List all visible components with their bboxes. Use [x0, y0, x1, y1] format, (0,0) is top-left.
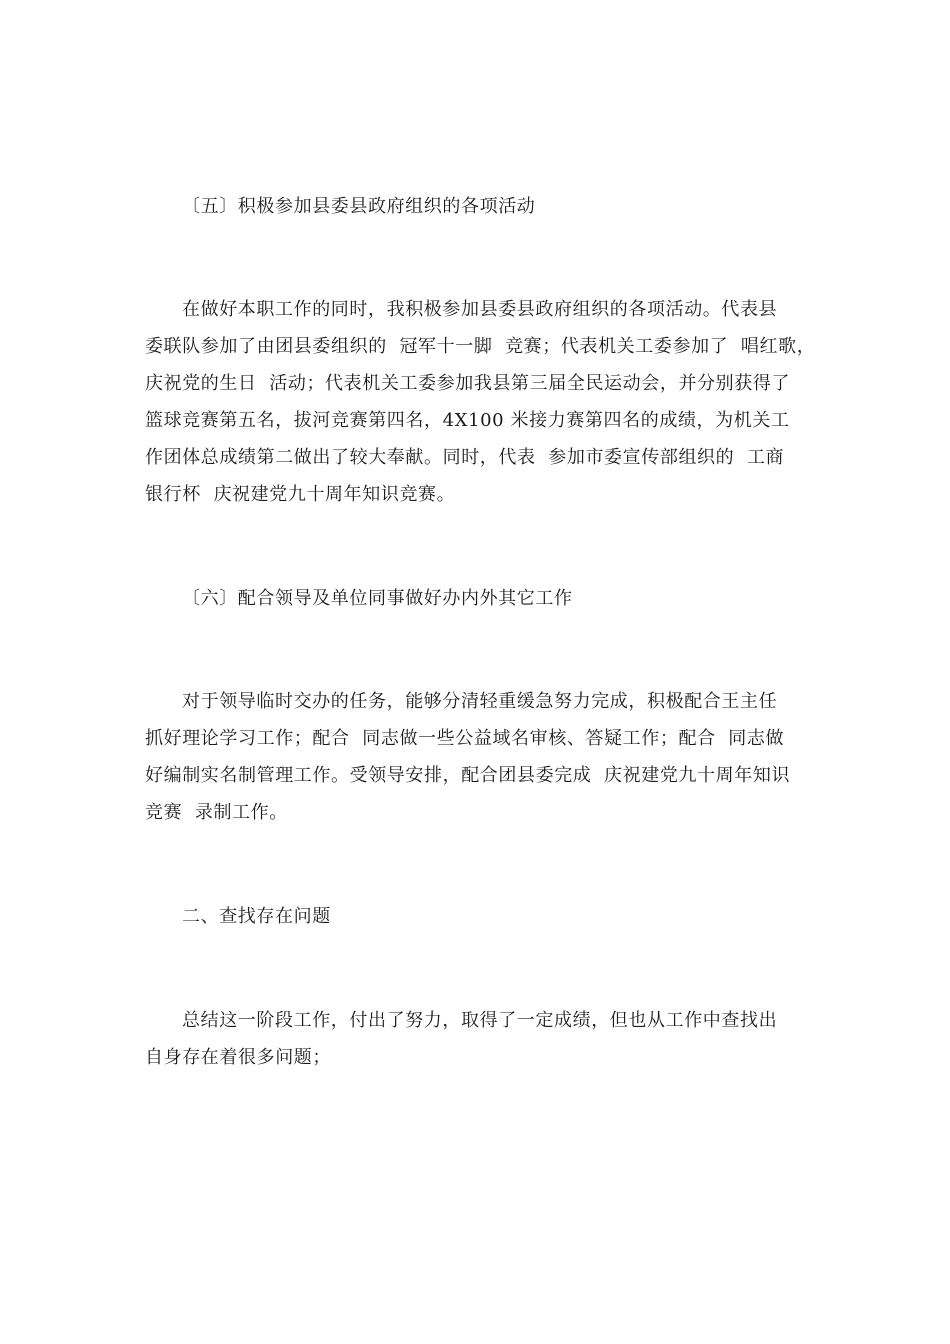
- part-2-body-line-2: 自身存在着很多问题；: [145, 1047, 331, 1068]
- section-6-body-line-1: 对于领导临时交办的任务，能够分清轻重缓急努力完成，积极配合王主任: [182, 691, 778, 712]
- section-5-body-line-4: 篮球竞赛第五名，拔河竞赛第四名，4X100 米接力赛第四名的成绩，为机关工: [145, 410, 790, 431]
- section-5-body-line-2: 委联队参加了由团县委组织的 冠军十一脚 竞赛；代表机关工委参加了 唱红歌，: [145, 336, 816, 357]
- section-6-body-line-4: 竞赛 录制工作。: [145, 802, 288, 823]
- section-5-body-line-5: 作团体总成绩第二做出了较大奉献。同时，代表 参加市委宣传部组织的 工商: [145, 447, 785, 468]
- part-2-heading: 二、查找存在问题: [182, 906, 331, 927]
- section-5-heading: 〔五〕积极参加县委县政府组织的各项活动: [182, 196, 536, 217]
- section-5-body-line-3: 庆祝党的生日 活动；代表机关工委参加我县第三届全民运动会，并分别获得了: [145, 373, 791, 394]
- section-5-body-line-6: 银行杯 庆祝建党九十周年知识竞赛。: [145, 484, 456, 505]
- part-2-body-line-1: 总结这一阶段工作，付出了努力，取得了一定成绩，但也从工作中查找出: [182, 1010, 778, 1031]
- section-6-heading: 〔六〕配合领导及单位同事做好办内外其它工作: [182, 588, 573, 609]
- section-6-body-line-2: 抓好理论学习工作；配合 同志做一些公益域名审核、答疑工作；配合 同志做: [145, 728, 785, 749]
- section-5-body-line-1: 在做好本职工作的同时，我积极参加县委县政府组织的各项活动。代表县: [182, 299, 778, 320]
- section-6-body-line-3: 好编制实名制管理工作。受领导安排，配合团县委完成 庆祝建党九十周年知识: [145, 765, 791, 786]
